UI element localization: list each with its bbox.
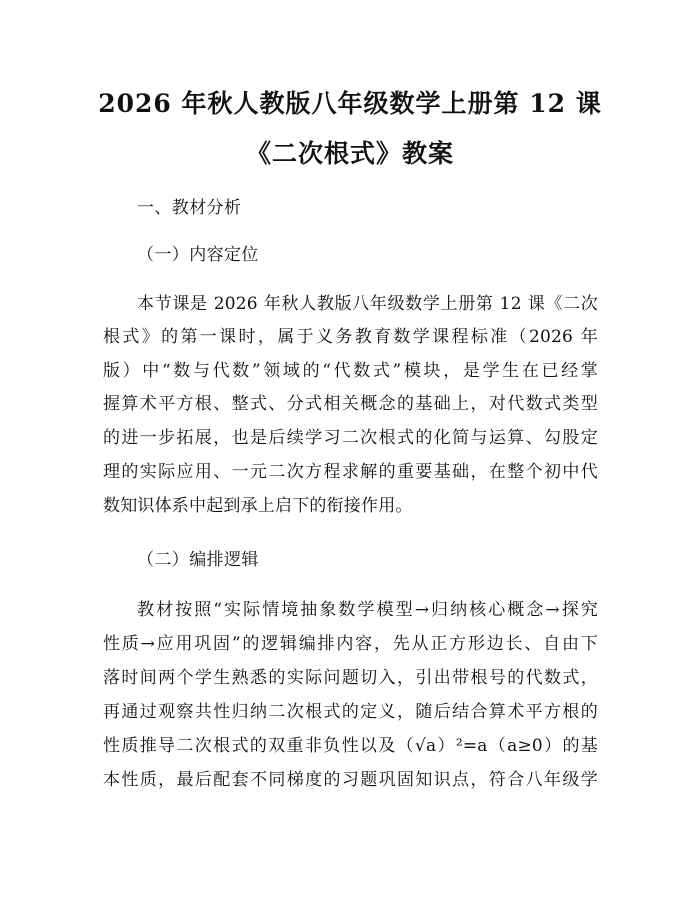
paragraph-line: 性质推导二次根式的双重非负性以及（√a）²=a（a≥0）的基 xyxy=(103,736,598,756)
document-title-line-2: 《二次根式》教案 xyxy=(245,139,454,168)
paragraph-line: 性质→应用巩固”的逻辑编排内容，先从正方形边长、自由下 xyxy=(103,634,598,654)
paragraph-line: 再通过观察共性归纳二次根式的定义，随后结合算术平方根的 xyxy=(103,702,598,722)
paragraph-line: 根式》的第一课时，属于义务教育数学课程标准（2026 年 xyxy=(103,327,598,347)
subsection-heading-content-positioning: （一）内容定位 xyxy=(137,245,259,265)
paragraph-line: 教材按照“实际情境抽象数学模型→归纳核心概念→探究 xyxy=(137,600,598,620)
paragraph-line: 理的实际应用、一元二次方程求解的重要基础，在整个初中代 xyxy=(103,462,598,482)
paragraph-line: 本节课是 2026 年秋人教版八年级数学上册第 12 课《二次 xyxy=(137,294,598,314)
paragraph-line: 版）中“数与代数”领域的“代数式”模块，是学生在已经掌 xyxy=(103,361,598,381)
paragraph-line: 的进一步拓展，也是后续学习二次根式的化简与运算、勾股定 xyxy=(103,428,598,448)
paragraph-line: 握算术平方根、整式、分式相关概念的基础上，对代数式类型 xyxy=(103,394,598,414)
document-title-line-1: 2026 年秋人教版八年级数学上册第 12 课 xyxy=(98,89,602,118)
subsection-heading-arrangement-logic: （二）编排逻辑 xyxy=(137,550,259,570)
section-heading-textbook-analysis: 一、教材分析 xyxy=(137,198,242,218)
paragraph-line: 数知识体系中起到承上启下的衔接作用。 xyxy=(103,496,413,516)
paragraph-line: 落时间两个学生熟悉的实际问题切入，引出带根号的代数式， xyxy=(103,668,598,688)
paragraph-line: 本性质，最后配套不同梯度的习题巩固知识点，符合八年级学 xyxy=(103,770,598,790)
